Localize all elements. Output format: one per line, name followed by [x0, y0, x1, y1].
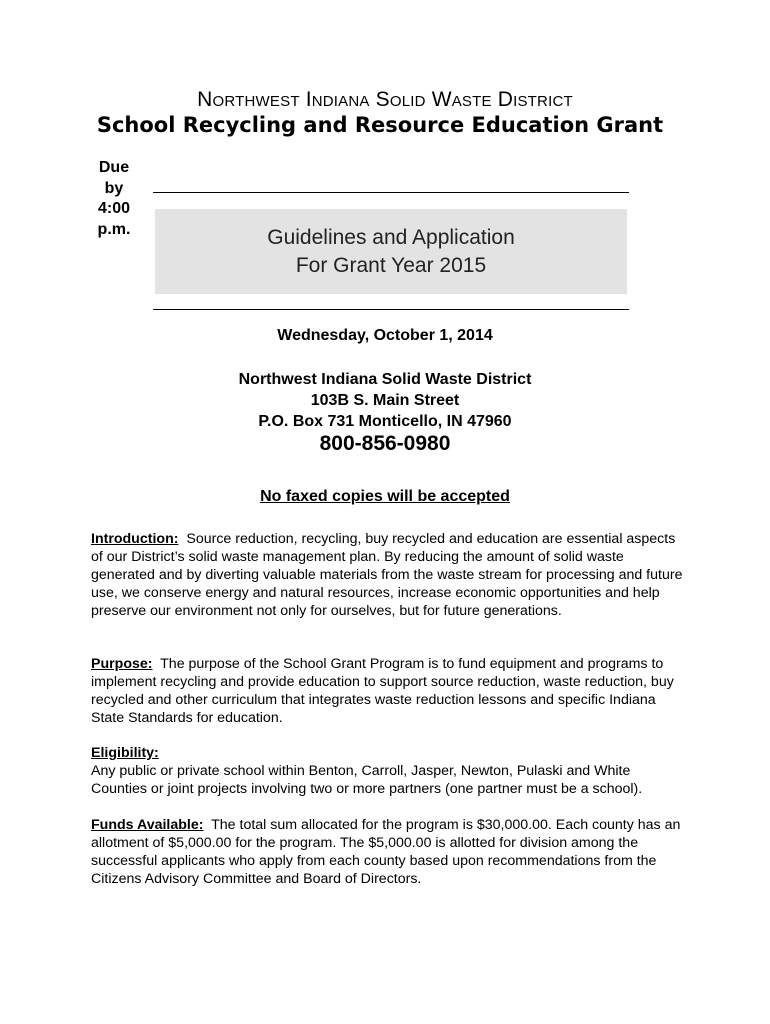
fax-notice: No faxed copies will be accepted — [260, 488, 510, 505]
due-line-2: by — [104, 179, 124, 197]
eligibility-section — [91, 744, 686, 798]
eligibility-body: Any public or private school within Benton, Carroll, Jasper, Newton, Pulaski and White Counties or joint projects involving two or more partners (one partner must be a school). — [91, 763, 643, 797]
address-street: 103B S. Main Street — [310, 392, 460, 409]
divider-bottom — [153, 309, 629, 310]
funds-heading: Funds Available: — [91, 817, 204, 833]
org-title: Northwest Indiana Solid Waste District — [197, 88, 573, 111]
address-name: Northwest Indiana Solid Waste District — [238, 371, 532, 388]
divider-top — [153, 192, 629, 193]
funds-section — [91, 816, 686, 888]
purpose-section — [91, 655, 686, 727]
phone-number: 800-856-0980 — [319, 432, 451, 455]
due-label — [88, 158, 140, 240]
guidelines-line-1: Guidelines and Application — [267, 225, 515, 249]
eligibility-heading: Eligibility: — [91, 745, 159, 761]
purpose-body: The purpose of the School Grant Program is to fund equipment and programs to implement recycling and provide education to support source reduction, waste reduction, buy recycled and other curriculum that integrates waste reduction lessons and specific Indiana State Standards for education. — [91, 656, 674, 726]
due-line-3: 4:00 — [97, 200, 131, 217]
grant-title: School Recycling and Resource Education Grant — [96, 113, 664, 137]
purpose-heading: Purpose: — [91, 656, 153, 672]
due-line-1: Due — [98, 159, 130, 176]
guidelines-line-2: For Grant Year 2015 — [295, 253, 487, 277]
due-line-4: p.m. — [97, 220, 131, 238]
deadline-date: Wednesday, October 1, 2014 — [277, 327, 493, 344]
funds-body: The total sum allocated for the program is $30,000.00. Each county has an allotment of $5,000.00 for the program. The $5,000.00 is allotted for division among the successful applicants who apply from each county based upon recommendations from the Citizens Advisory Committee and Board of Directors. — [91, 817, 681, 887]
introduction-body: Source reduction, recycling, buy recycled and education are essential aspects of our District’s solid waste management plan. By reducing the amount of solid waste generated and by diverting valuable materials from the waste stream for processing and future use, we conserve energy and natural resources, increase economic opportunities and help preserve our environment not only for ourselves, but for future generations. — [91, 531, 683, 619]
guidelines-box — [155, 209, 627, 294]
address-po-box: P.O. Box 731 Monticello, IN 47960 — [258, 413, 512, 430]
introduction-section — [91, 530, 686, 620]
mailing-address — [0, 369, 770, 432]
introduction-heading: Introduction: — [91, 531, 179, 547]
